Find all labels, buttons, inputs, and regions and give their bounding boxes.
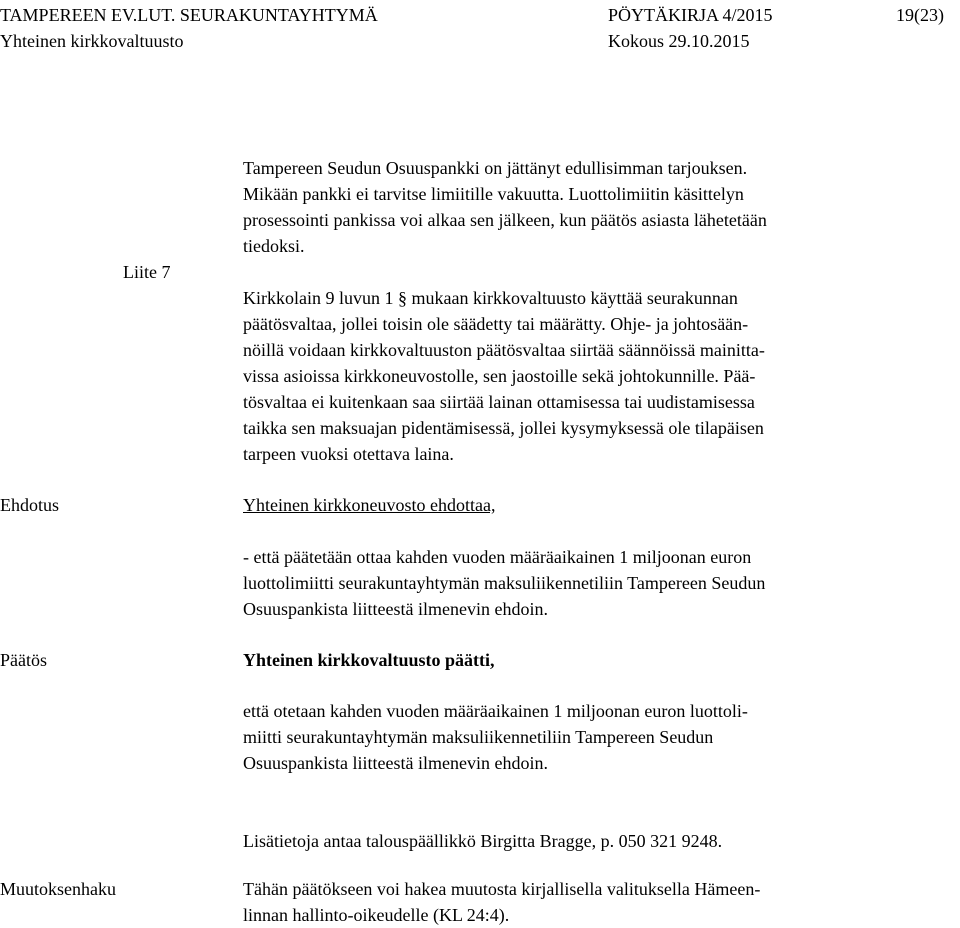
text-line: linnan hallinto-oikeudelle (KL 24:4). bbox=[243, 905, 510, 925]
text-line: Mikään pankki ei tarvitse limiitille vakuutta. Luottolimiitin käsittelyn bbox=[243, 184, 744, 204]
text-line: Tampereen Seudun Osuuspankki on jättänyt edullisimman tarjouksen. bbox=[243, 158, 748, 178]
label-liite: Liite 7 bbox=[123, 262, 171, 282]
body-name: Yhteinen kirkkovaltuusto bbox=[0, 31, 184, 51]
text-line: tösvaltaa ei kuitenkaan saa siirtää lainan ottamisessa tai uudistamisessa bbox=[243, 392, 755, 412]
text-line: Osuuspankista liitteestä ilmenevin ehdoin. bbox=[243, 753, 548, 773]
decision-body bbox=[243, 698, 943, 776]
label-paatos: Päätös bbox=[0, 650, 47, 670]
proposal-heading: Yhteinen kirkkoneuvosto ehdottaa, bbox=[243, 495, 496, 515]
text-line: taikka sen maksuajan pidentämisessä, jollei kysymyksessä ole tilapäisen bbox=[243, 418, 764, 438]
text-line: tiedoksi. bbox=[243, 236, 305, 256]
text-line: vissa asioissa kirkkoneuvostolle, sen jaostoille sekä johtokunnille. Pää- bbox=[243, 366, 756, 386]
text-line: nöillä voidaan kirkkovaltuuston päätösvaltaa siirtää säännöissä mainitta- bbox=[243, 340, 765, 360]
law-paragraph bbox=[243, 285, 943, 467]
text-line: että otetaan kahden vuoden määräaikainen 1 miljoonan euron luottoli- bbox=[243, 701, 748, 721]
document-type: PÖYTÄKIRJA 4/2015 bbox=[608, 5, 773, 25]
contact-info: Lisätietoja antaa talouspäällikkö Birgitta Bragge, p. 050 321 9248. bbox=[243, 831, 723, 851]
text-line: Osuuspankista liitteestä ilmenevin ehdoin. bbox=[243, 599, 548, 619]
text-line: prosessointi pankissa voi alkaa sen jälkeen, kun päätös asiasta lähetetään bbox=[243, 210, 767, 230]
organization-name: TAMPEREEN EV.LUT. SEURAKUNTAYHTYMÄ bbox=[0, 5, 378, 25]
text-line: Tähän päätökseen voi hakea muutosta kirjallisella valituksella Hämeen- bbox=[243, 879, 761, 899]
text-line: - että päätetään ottaa kahden vuoden määräaikainen 1 miljoonan euron bbox=[243, 547, 752, 567]
page-number: 19(23) bbox=[896, 5, 944, 25]
text-line: päätösvaltaa, jollei toisin ole säädetty tai määrätty. Ohje- ja johtosään- bbox=[243, 314, 749, 334]
meeting-date: Kokous 29.10.2015 bbox=[608, 31, 750, 51]
label-ehdotus: Ehdotus bbox=[0, 495, 60, 515]
label-muutoksenhaku: Muutoksenhaku bbox=[0, 879, 116, 899]
text-line: Kirkkolain 9 luvun 1 § mukaan kirkkovaltuusto käyttää seurakunnan bbox=[243, 288, 738, 308]
text-line: luottolimiitti seurakuntayhtymän maksuliikennetiliin Tampereen Seudun bbox=[243, 573, 766, 593]
appeal-instructions bbox=[243, 876, 943, 928]
decision-heading: Yhteinen kirkkovaltuusto päätti, bbox=[243, 650, 495, 670]
intro-paragraph bbox=[243, 155, 943, 259]
proposal-body bbox=[243, 544, 943, 622]
text-line: tarpeen vuoksi otettava laina. bbox=[243, 444, 454, 464]
text-line: miitti seurakuntayhtymän maksuliikennetiliin Tampereen Seudun bbox=[243, 727, 714, 747]
